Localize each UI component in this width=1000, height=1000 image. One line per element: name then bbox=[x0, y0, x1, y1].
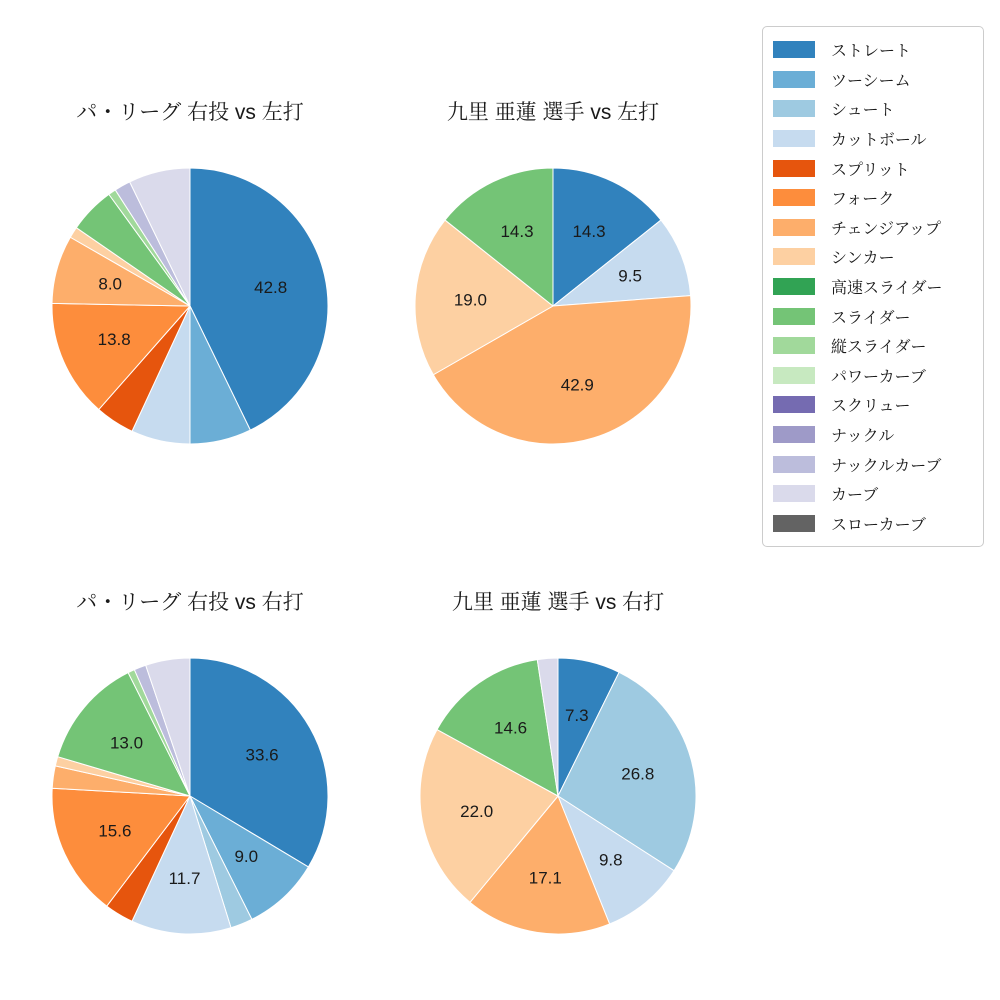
pie-slice-value: 42.8 bbox=[254, 277, 288, 297]
pie-slice-value: 33.6 bbox=[245, 745, 279, 765]
legend-swatch bbox=[773, 515, 815, 532]
pie-slice-value: 7.3 bbox=[564, 705, 589, 725]
legend-swatch bbox=[773, 485, 815, 502]
pie-slice-value: 9.8 bbox=[598, 850, 623, 870]
legend-swatch bbox=[773, 41, 815, 58]
legend-item-label: スクリュー bbox=[831, 398, 911, 416]
legend-item-label: シンカー bbox=[831, 250, 895, 268]
chart-title: パ・リーグ 右投 vs 左打 bbox=[76, 101, 304, 124]
pie-slice-value: 19.0 bbox=[453, 290, 487, 310]
legend-swatch bbox=[773, 337, 815, 354]
pie-league-right-vs-right-batter bbox=[40, 646, 340, 946]
chart-title: 九里 亜蓮 選手 vs 右打 bbox=[451, 591, 665, 614]
legend-swatch bbox=[773, 219, 815, 236]
pie-slice-value: 22.0 bbox=[460, 802, 494, 821]
legend-swatch bbox=[773, 367, 815, 384]
legend-item-label: ナックルカーブ bbox=[831, 457, 942, 475]
legend-swatch bbox=[773, 308, 815, 325]
legend-swatch bbox=[773, 396, 815, 413]
legend-item bbox=[773, 390, 973, 420]
pie-slice-value: 14.6 bbox=[494, 718, 528, 738]
legend-item bbox=[773, 183, 973, 213]
pie-chart-league-right-vs-left-batter bbox=[40, 98, 340, 456]
legend-item bbox=[773, 153, 973, 183]
legend-item bbox=[773, 479, 973, 509]
pie-league-right-vs-left-batter bbox=[40, 156, 340, 456]
legend-item bbox=[773, 420, 973, 450]
legend-swatch bbox=[773, 130, 815, 147]
legend-item-label: 縦スライダー bbox=[831, 339, 927, 357]
pie-slice-value: 13.0 bbox=[109, 733, 144, 753]
legend-item bbox=[773, 242, 973, 272]
chart-title: 九里 亜蓮 選手 vs 左打 bbox=[446, 101, 660, 124]
legend-item bbox=[773, 509, 973, 539]
legend-item bbox=[773, 449, 973, 479]
legend-item-label: フォーク bbox=[831, 191, 895, 209]
legend-item bbox=[773, 361, 973, 391]
pie-slice-value: 42.9 bbox=[560, 375, 594, 395]
pie-slice-value: 15.6 bbox=[98, 821, 132, 841]
legend-item bbox=[773, 213, 973, 243]
legend-swatch bbox=[773, 71, 815, 88]
legend-swatch bbox=[773, 189, 815, 206]
pie-slice-value: 9.5 bbox=[618, 266, 642, 286]
legend-item-label: スローカーブ bbox=[831, 516, 926, 534]
legend-item-label: ストレート bbox=[831, 43, 912, 61]
pie-slice-value: 11.7 bbox=[168, 869, 201, 889]
legend-item-label: スライダー bbox=[831, 309, 911, 327]
legend-swatch bbox=[773, 248, 815, 265]
legend-item-label: カーブ bbox=[831, 487, 879, 505]
legend-item-label: カットボール bbox=[831, 132, 927, 150]
legend-item bbox=[773, 272, 973, 302]
pie-chart-kuri-vs-right-batter bbox=[408, 588, 708, 946]
legend-item bbox=[773, 65, 973, 95]
legend-item bbox=[773, 35, 973, 65]
pie-slice-value: 9.0 bbox=[234, 847, 259, 867]
legend-item bbox=[773, 331, 973, 361]
pie-chart-kuri-vs-left-batter bbox=[403, 98, 703, 456]
legend-swatch bbox=[773, 426, 815, 443]
pie-slice-value: 14.3 bbox=[500, 221, 534, 241]
legend-item bbox=[773, 124, 973, 154]
pie-slice-value: 8.0 bbox=[98, 274, 123, 294]
chart-title: パ・リーグ 右投 vs 右打 bbox=[76, 591, 304, 614]
legend-item-label: ナックル bbox=[831, 428, 895, 446]
legend-item-label: 高速スライダー bbox=[831, 280, 943, 298]
pie-kuri-vs-right-batter bbox=[408, 646, 708, 946]
pie-kuri-vs-left-batter bbox=[403, 156, 703, 456]
legend bbox=[762, 26, 984, 547]
legend-swatch bbox=[773, 278, 815, 295]
legend-swatch bbox=[773, 100, 815, 117]
pie-chart-league-right-vs-right-batter bbox=[40, 588, 340, 946]
legend-item-label: シュート bbox=[831, 102, 895, 120]
pie-slice-value: 26.8 bbox=[621, 764, 655, 784]
legend-swatch bbox=[773, 456, 815, 473]
legend-item-label: ツーシーム bbox=[831, 72, 911, 90]
pie-slice-value: 13.8 bbox=[97, 329, 131, 349]
pie-slice-value: 17.1 bbox=[528, 868, 562, 888]
legend-item-label: パワーカーブ bbox=[831, 368, 926, 386]
legend-item bbox=[773, 301, 973, 331]
legend-item-label: スプリット bbox=[831, 161, 910, 179]
legend-item-label: チェンジアップ bbox=[831, 220, 942, 238]
legend-item bbox=[773, 94, 973, 124]
legend-swatch bbox=[773, 160, 815, 177]
pie-slice-value: 14.3 bbox=[572, 221, 606, 241]
